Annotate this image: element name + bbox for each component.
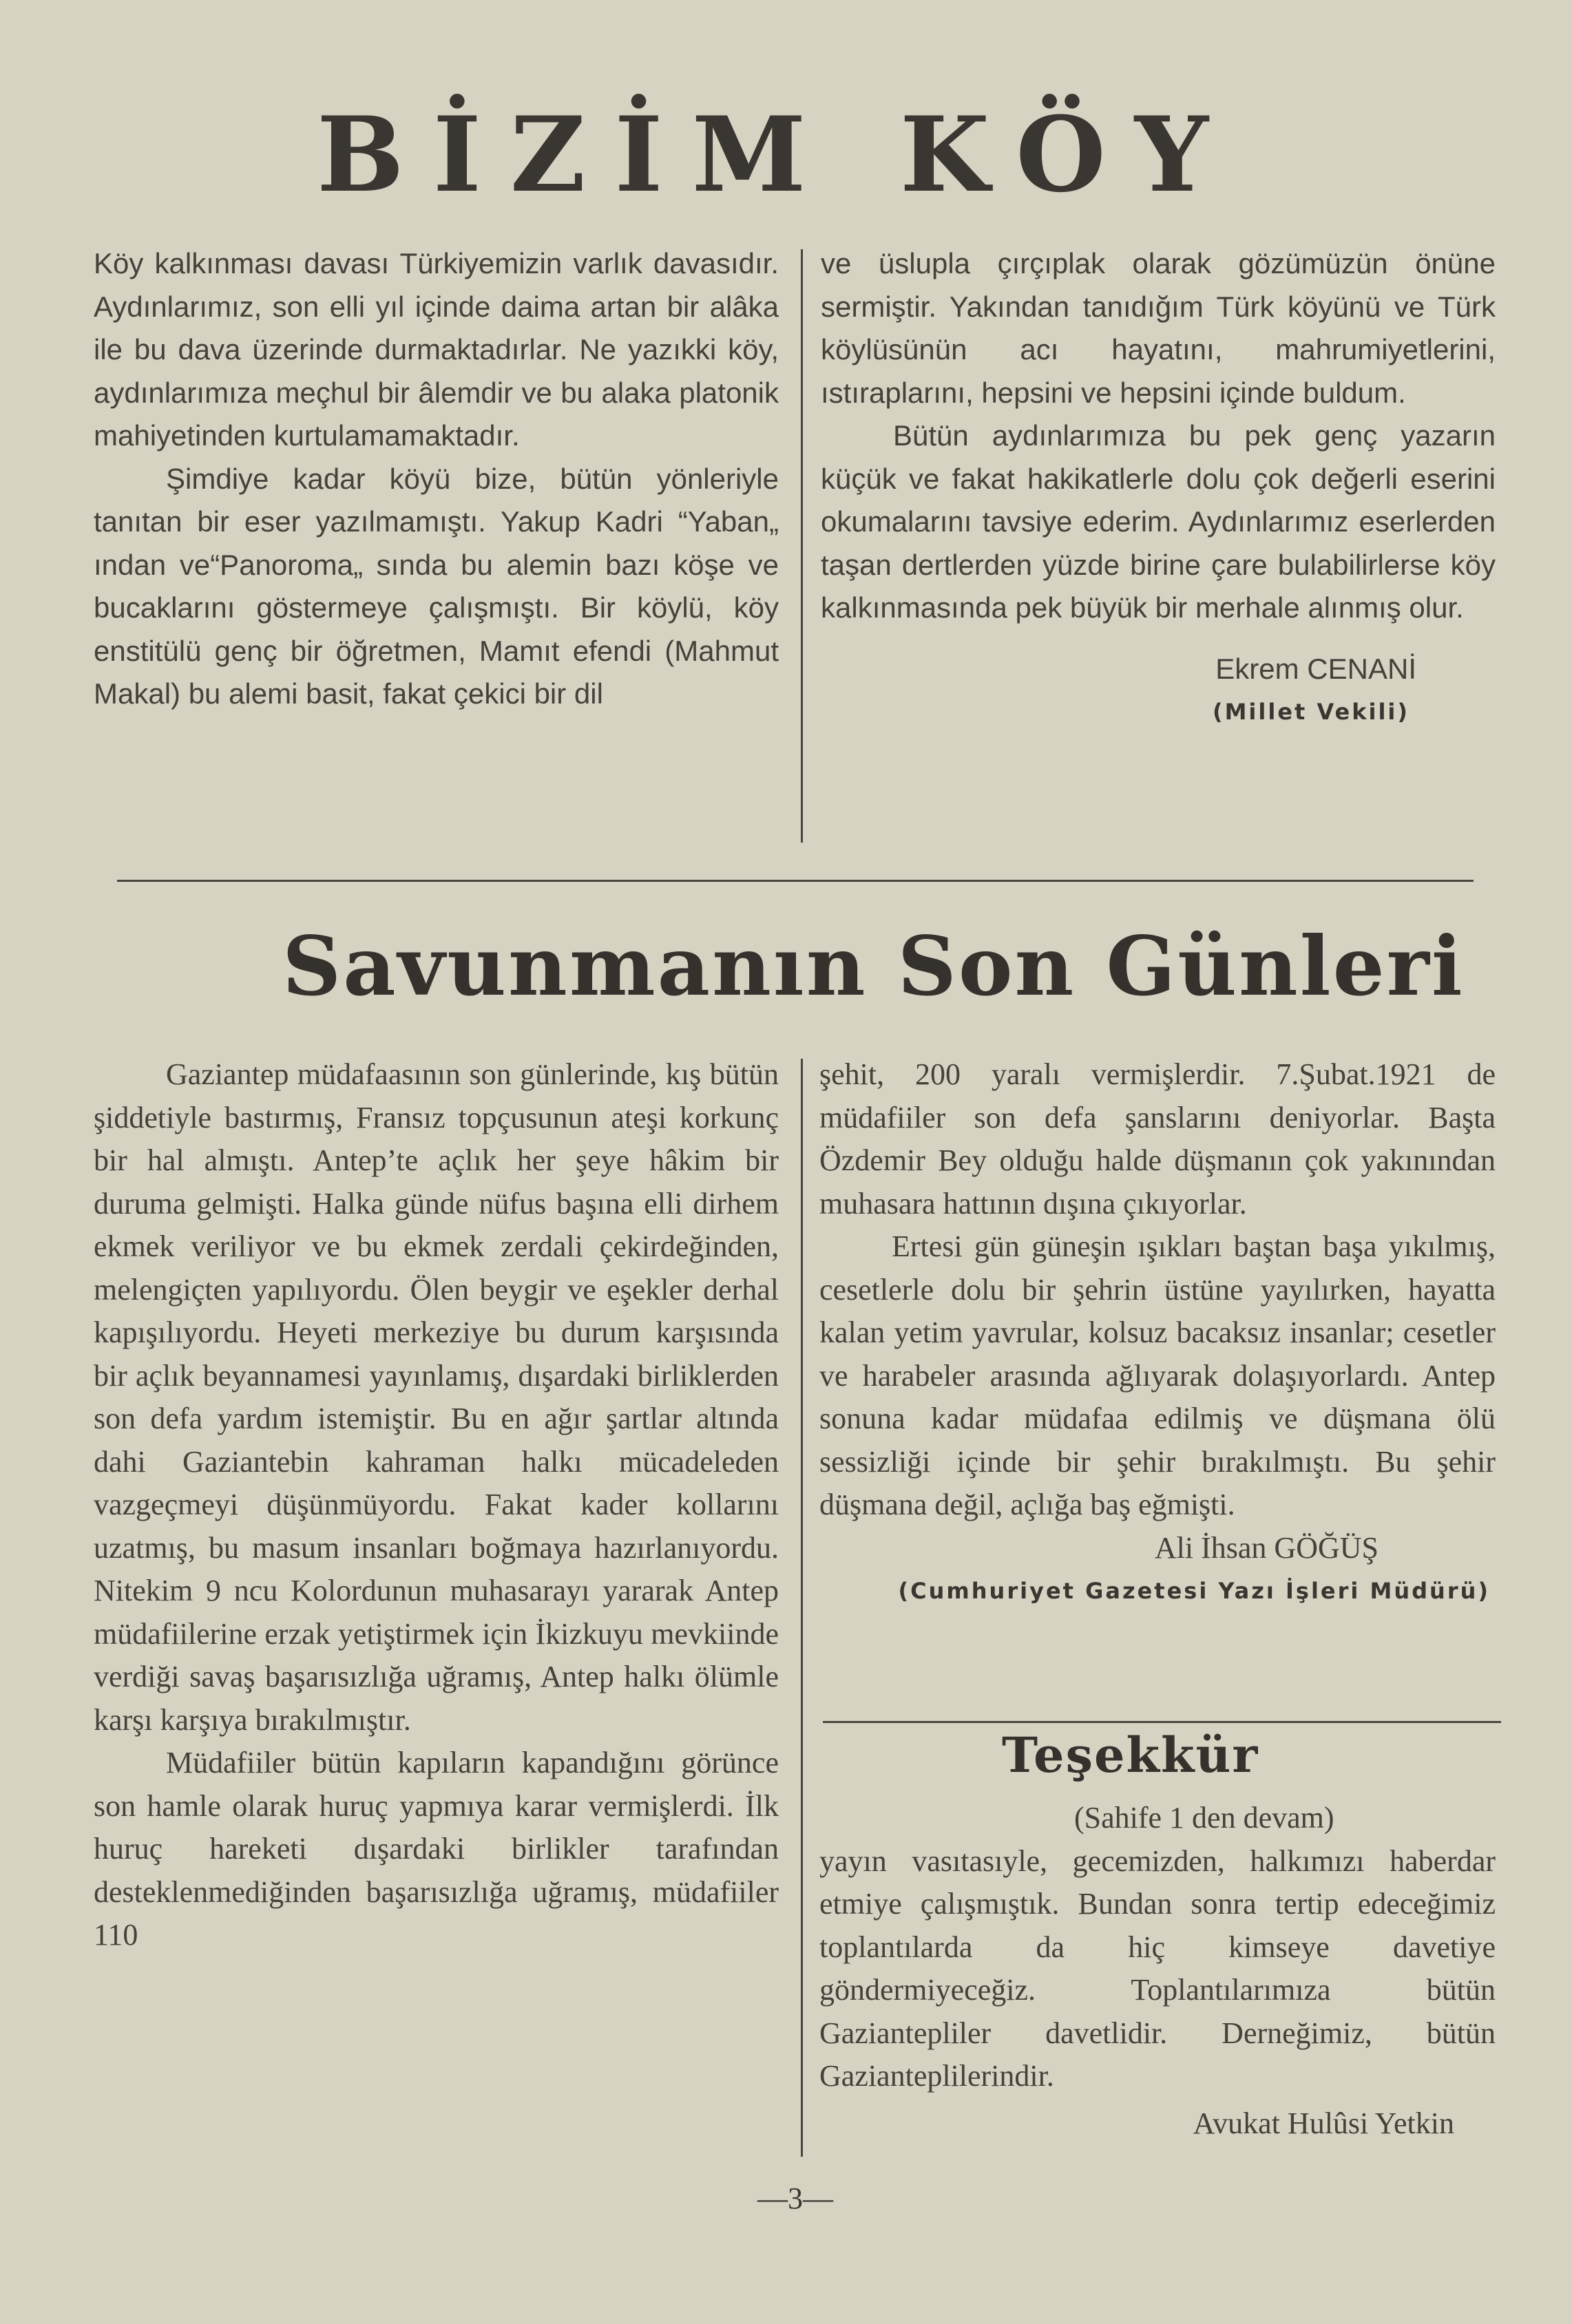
article1-author-title: (Millet Vekili) xyxy=(1212,699,1409,725)
article2-left-column xyxy=(94,1053,779,1957)
section-divider xyxy=(117,880,1474,882)
article2-author-title: (Cumhuriyet Gazetesi Yazı İşleri Müdürü) xyxy=(898,1578,1490,1604)
article3-divider xyxy=(823,1721,1501,1723)
article2-left-paragraph-2: Müdafiiler bütün kapıların kapandığını görünce son hamle olarak huruç yapmıya karar vermişlerdi. İlk huruç hareketi dışardaki birlikler tarafından desteklenmediğinden başarısızlığa uğramış, müdafiiler 110 xyxy=(94,1746,779,1952)
page-number: —3— xyxy=(757,2182,833,2215)
article1-left-paragraph-2: Şimdiye kadar köyü bize, bütün yönleriyle tanıtan bir eser yazılmamıştı. Yakup Kadri “Yaban„ ından ve“Panoroma„ sında bu alemin bazı köşe ve bucaklarını göstermeye çalışmıştı. Bir köylü, köy enstitülü genç bir öğretmen, Mamıt efendi (Mahmut Makal) bu alemi basit, fakat çekici bir dil xyxy=(94,462,779,710)
article2-author: Ali İhsan GÖĞÜŞ xyxy=(1154,1530,1379,1565)
article2-right-paragraph-1: şehit, 200 yaralı vermişlerdir. 7.Şubat.1921 de müdafiiler son defa şanslarını deniyorlar. Başta Özdemir Bey olduğu halde düşmanın çok yakınından muhasara hattının dışına çıkıyorlar. xyxy=(819,1057,1496,1221)
article2-column-divider xyxy=(801,1059,803,2157)
article3-author: Avukat Hulûsi Yetkin xyxy=(1193,2106,1454,2140)
article1-right-column xyxy=(821,242,1496,734)
article2-right-column xyxy=(819,1053,1496,1613)
article1-column-divider xyxy=(801,249,803,843)
article3-body: yayın vasıtasıyle, gecemizden, halkımızı haberdar etmiye çalışmıştık. Bundan sonra tertip edeceğimiz toplantılarda da hiç kimseye davetiye göndermiyeceğiz. Toplantılarımıza bütün Gaziantepliler davetlidir. Derneğimiz, bütün Gazianteplilerindir. xyxy=(819,1844,1496,2093)
article1-right-paragraph-2: Bütün aydınlarımıza bu pek genç yazarın küçük ve fakat hakikatlerle dolu çok değerli eserini okumalarını tavsiye ederim. Aydınlarımız eserlerden taşan dertlerden yüzde birine çare bulabilirlerse köy kalkınmasında pek büyük bir merhale alınmış olur. xyxy=(821,419,1496,624)
article1-right-paragraph-1: ve üslupla çırçıplak olarak gözümüzün önüne sermiştir. Yakından tanıdığım Türk köyünü ve Türk köylüsünün acı hayatını, mahrumiyetlerini, ıstıraplarını, hepsini ve hepsini içinde buldum. xyxy=(821,247,1496,409)
article3-continued: (Sahife 1 den devam) xyxy=(1074,1801,1334,1835)
article1-left-column xyxy=(94,242,779,716)
article1-author: Ekrem CENANİ xyxy=(1215,652,1416,685)
article2-left-paragraph-1: Gaziantep müdafaasının son günlerinde, kış bütün şiddetiyle bastırmış, Fransız topçusunun ateşi korkunç bir hal almıştı. Antep’te açlık her şeye hâkim bir duruma gelmişti. Halka günde nüfus başına elli dirhem ekmek veriliyor ve bu ekmek zerdali çekirdeğinden, melengiçten yapılıyordu. Ölen beygir ve eşekler derhal kapışılıyordu. Heyeti merkeziye bu durum karşısında bir açlık beyannamesi yayınlamış, dışardaki birliklerden son defa yardım istemiştir. Bu en ağır şartlar altında dahi Gaziantebin kahraman halkı mücadeleden vazgeçmeyi düşünmüyordu. Fakat kader kollarını uzatmış, bu masum insanları boğmaya hazırlanıyordu. Nitekim 9 ncu Kolordunun muhasarayı yararak Antep müdafiilerine erzak yetiştirmek için İkizkuyu mevkiinde verdiği savaş başarısızlığa uğramış, Antep halkı ölümle karşı karşıya bırakılmıştır. xyxy=(94,1057,779,1737)
article2-title: Savunmanın Son Günleri xyxy=(282,918,1465,1014)
article1-left-paragraph-1: Köy kalkınması davası Türkiyemizin varlık davasıdır. Aydınlarımız, son elli yıl içinde daima artan bir alâka ile bu dava üzerinde durmaktadırlar. Ne yazıkki köy, aydınlarımıza meçhul bir âlemdir ve bu alaka platonik mahiyetinden kurtulamamaktadır. xyxy=(94,247,779,452)
article3-title: Teşekkür xyxy=(1002,1726,1259,1784)
article1-title: BİZİM KÖY xyxy=(317,94,1237,215)
article2-right-paragraph-2: Ertesi gün güneşin ışıkları baştan başa yıkılmış, cesetlerle dolu bir şehrin üstüne yayılırken, hayatta kalan yetim yavrular, kolsuz bacaksız insanlar; cesetler ve harabeler arasında ağlıyarak dolaşıyorlardı. Antep sonuna kadar müdafaa edilmiş ve düşmana ölü sessizliği içinde bir şehir bırakılmıştı. Bu şehir düşmana değil, açlığa baş eğmişti. xyxy=(819,1229,1496,1521)
article3-column xyxy=(819,1797,1496,2145)
